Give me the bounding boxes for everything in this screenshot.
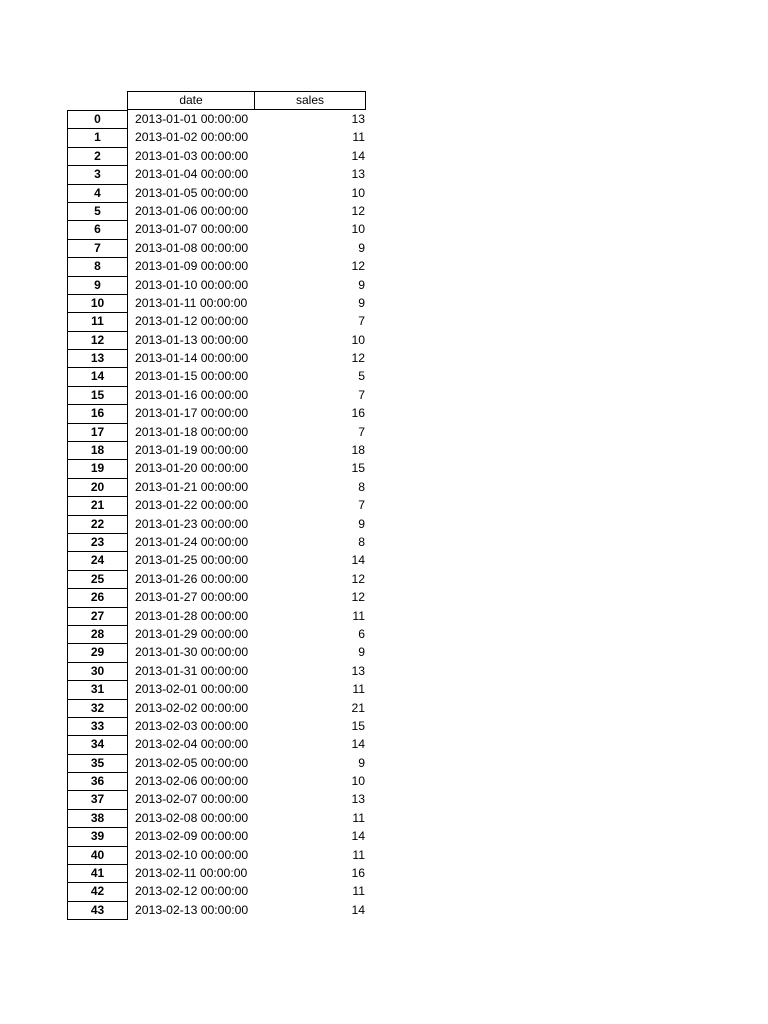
row-index-cell: 27 (67, 607, 128, 626)
sales-cell: 12 (351, 351, 365, 366)
sales-cell: 8 (358, 534, 365, 549)
sales-cell: 13 (351, 663, 365, 678)
date-cell: 2013-02-09 00:00:00 (135, 829, 249, 844)
sales-cell: 10 (351, 185, 365, 200)
date-cell: 2013-01-31 00:00:00 (135, 663, 249, 678)
date-cell: 2013-01-27 00:00:00 (135, 590, 249, 605)
date-cell: 2013-02-11 00:00:00 (135, 866, 248, 881)
date-cell: 2013-01-26 00:00:00 (135, 571, 249, 586)
row-index-cell: 5 (67, 202, 128, 221)
date-cell: 2013-01-23 00:00:00 (135, 516, 249, 531)
row-index-cell: 11 (67, 312, 128, 331)
sales-cell: 11 (352, 682, 365, 697)
row-index-cell: 19 (67, 459, 128, 478)
date-cell: 2013-02-01 00:00:00 (135, 682, 249, 697)
row-index-cell: 12 (67, 331, 128, 350)
column-header-date: date (127, 91, 255, 110)
row-index-cell: 43 (67, 901, 128, 920)
date-cell: 2013-01-18 00:00:00 (135, 424, 249, 439)
sales-cell: 12 (351, 203, 365, 218)
row-index-cell: 22 (67, 515, 128, 534)
row-index-cell: 30 (67, 662, 128, 681)
row-index-cell: 39 (67, 827, 128, 846)
date-cell: 2013-01-14 00:00:00 (135, 351, 249, 366)
row-index-cell: 35 (67, 754, 128, 773)
row-index-cell: 42 (67, 882, 128, 901)
sales-cell: 18 (351, 443, 365, 458)
sales-cell: 9 (358, 240, 365, 255)
sales-cell: 14 (351, 148, 365, 163)
sales-cell: 6 (358, 626, 365, 641)
sales-cell: 9 (358, 645, 365, 660)
sales-cell: 14 (351, 553, 365, 568)
row-index-cell: 14 (67, 367, 128, 386)
row-index-cell: 23 (67, 533, 128, 552)
row-index-cell: 37 (67, 790, 128, 809)
row-index-cell: 29 (67, 643, 128, 662)
date-cell: 2013-01-22 00:00:00 (135, 498, 249, 513)
date-cell: 2013-01-29 00:00:00 (135, 626, 249, 641)
row-index-cell: 38 (67, 809, 128, 828)
sales-cell: 8 (358, 479, 365, 494)
date-cell: 2013-01-07 00:00:00 (135, 222, 249, 237)
date-cell: 2013-01-17 00:00:00 (135, 406, 249, 421)
row-index-cell: 1 (67, 128, 128, 147)
date-cell: 2013-01-01 00:00:00 (135, 112, 249, 126)
sales-cell: 16 (351, 866, 365, 881)
row-index-cell: 34 (67, 735, 128, 754)
sales-cell: 11 (352, 847, 365, 862)
date-cell: 2013-01-20 00:00:00 (135, 461, 249, 476)
date-cell: 2013-01-05 00:00:00 (135, 185, 249, 200)
date-cell: 2013-01-10 00:00:00 (135, 277, 249, 292)
date-cell: 2013-02-03 00:00:00 (135, 718, 249, 733)
date-cell: 2013-01-08 00:00:00 (135, 240, 249, 255)
row-index-cell: 25 (67, 570, 128, 589)
sales-cell: 7 (358, 387, 365, 402)
sales-cell: 12 (351, 571, 365, 586)
sales-cell: 7 (358, 314, 365, 329)
date-cell: 2013-01-16 00:00:00 (135, 387, 249, 402)
date-cell: 2013-01-30 00:00:00 (135, 645, 249, 660)
row-index-cell: 6 (67, 220, 128, 239)
row-index-cell: 24 (67, 551, 128, 570)
sales-cell: 12 (351, 590, 365, 605)
sales-cell: 13 (351, 167, 365, 182)
row-index-cell: 20 (67, 478, 128, 497)
date-cell: 2013-01-24 00:00:00 (135, 534, 249, 549)
date-cell: 2013-01-21 00:00:00 (135, 479, 249, 494)
row-index-cell: 31 (67, 680, 128, 699)
row-index-cell: 9 (67, 276, 128, 295)
row-index-cell: 8 (67, 257, 128, 276)
sales-cell: 10 (351, 222, 365, 237)
row-index-cell: 15 (67, 386, 128, 405)
sales-cell: 11 (352, 608, 365, 623)
sales-cell: 10 (351, 774, 365, 789)
row-index-cell: 40 (67, 846, 128, 865)
sales-cell: 16 (351, 406, 365, 421)
sales-cell: 9 (358, 277, 365, 292)
date-cell: 2013-02-12 00:00:00 (135, 884, 249, 899)
sales-cell: 7 (358, 498, 365, 513)
row-index-cell: 2 (67, 147, 128, 166)
row-index-cell: 3 (67, 165, 128, 184)
date-cell: 2013-01-19 00:00:00 (135, 443, 249, 458)
date-cell: 2013-01-02 00:00:00 (135, 130, 249, 145)
row-index-cell: 13 (67, 349, 128, 368)
date-cell: 2013-01-04 00:00:00 (135, 167, 249, 182)
sales-cell: 9 (358, 755, 365, 770)
sales-cell: 7 (358, 424, 365, 439)
row-index-cell: 10 (67, 294, 128, 313)
date-cell: 2013-01-12 00:00:00 (135, 314, 249, 329)
date-cell: 2013-01-15 00:00:00 (135, 369, 249, 384)
row-index-cell: 41 (67, 864, 128, 883)
sales-cell: 11 (352, 130, 365, 145)
sales-cell: 10 (351, 332, 365, 347)
sales-cell: 13 (351, 792, 365, 807)
date-cell: 2013-01-25 00:00:00 (135, 553, 249, 568)
row-index-cell: 17 (67, 423, 128, 442)
date-cell: 2013-01-03 00:00:00 (135, 148, 249, 163)
date-cell: 2013-02-10 00:00:00 (135, 847, 249, 862)
sales-cell: 9 (358, 516, 365, 531)
row-index-cell: 18 (67, 441, 128, 460)
sales-cell: 13 (351, 112, 365, 126)
date-cell: 2013-02-04 00:00:00 (135, 737, 249, 752)
date-cell: 2013-02-08 00:00:00 (135, 810, 249, 825)
date-cell: 2013-01-06 00:00:00 (135, 203, 249, 218)
date-cell: 2013-01-11 00:00:00 (135, 295, 248, 310)
sales-cell: 14 (351, 737, 365, 752)
sales-cell: 21 (351, 700, 365, 715)
date-cell: 2013-01-13 00:00:00 (135, 332, 249, 347)
date-cell: 2013-02-06 00:00:00 (135, 774, 249, 789)
sales-cell: 15 (351, 461, 365, 476)
row-index-cell: 21 (67, 496, 128, 515)
date-cell: 2013-02-05 00:00:00 (135, 755, 249, 770)
date-cell: 2013-02-13 00:00:00 (135, 902, 249, 917)
date-cell: 2013-01-28 00:00:00 (135, 608, 249, 623)
sales-cell: 12 (351, 259, 365, 274)
date-cell: 2013-01-09 00:00:00 (135, 259, 249, 274)
sales-cell: 5 (358, 369, 365, 384)
sales-cell: 11 (352, 884, 365, 899)
date-cell: 2013-02-02 00:00:00 (135, 700, 249, 715)
row-index-cell: 16 (67, 404, 128, 423)
row-index-cell: 33 (67, 717, 128, 736)
date-cell: 2013-02-07 00:00:00 (135, 792, 249, 807)
sales-cell: 9 (358, 295, 365, 310)
sales-cell: 15 (351, 718, 365, 733)
row-index-cell: 36 (67, 772, 128, 791)
row-index-cell: 7 (67, 239, 128, 258)
sales-cell: 11 (352, 810, 365, 825)
row-index-cell: 32 (67, 699, 128, 718)
column-header-sales: sales (254, 91, 366, 110)
row-index-cell: 26 (67, 588, 128, 607)
row-index-cell: 0 (67, 110, 128, 129)
sales-cell: 14 (351, 902, 365, 917)
sales-cell: 14 (351, 829, 365, 844)
row-index-cell: 28 (67, 625, 128, 644)
row-index-cell: 4 (67, 184, 128, 203)
